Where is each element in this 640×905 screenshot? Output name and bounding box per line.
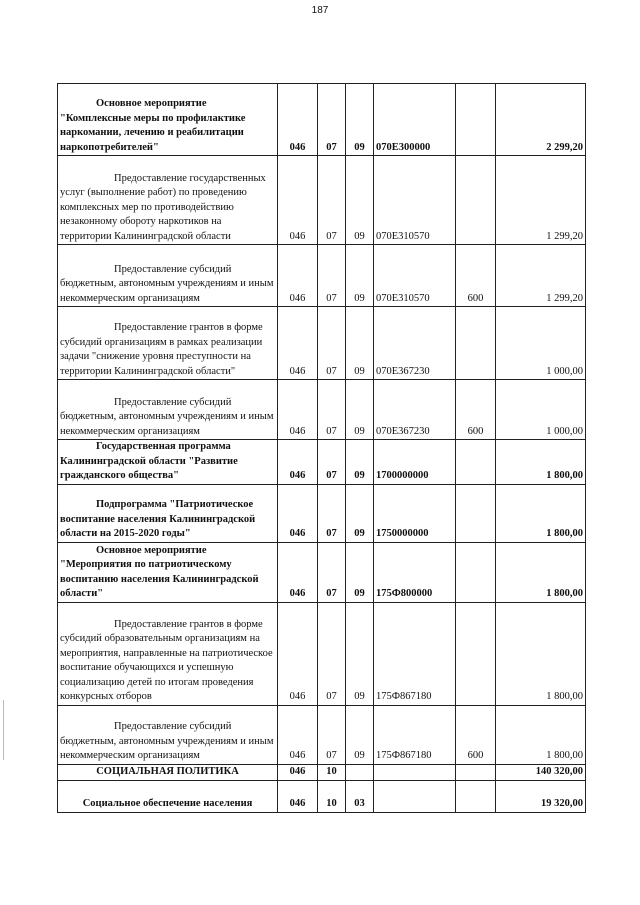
- section-code: 07: [318, 542, 346, 602]
- target-article-code: 1750000000: [374, 484, 456, 542]
- table-row: [58, 705, 586, 764]
- row-name: Подпрограмма "Патриотическое воспитание населения Калининградской области на 2015-2020 годы": [58, 484, 278, 542]
- admin-code: 046: [278, 780, 318, 812]
- admin-code: 046: [278, 484, 318, 542]
- amount: 140 320,00: [496, 764, 586, 780]
- budget-table: [57, 83, 586, 813]
- section-code: 07: [318, 705, 346, 764]
- row-name: Предоставление государственных услуг (выполнение работ) по проведению комплексных мер по противодействию незаконному обороту наркотиков на территории Калининградской области: [58, 156, 278, 245]
- amount: 1 299,20: [496, 156, 586, 245]
- admin-code: 046: [278, 542, 318, 602]
- subsection-code: 09: [346, 380, 374, 440]
- subsection-code: 09: [346, 542, 374, 602]
- scan-margin-mark: [3, 700, 4, 760]
- expense-type-code: 600: [456, 705, 496, 764]
- target-article-code: [374, 780, 456, 812]
- subsection-code: 09: [346, 307, 374, 380]
- subsection-code: 03: [346, 780, 374, 812]
- target-article-code: 070Е300000: [374, 84, 456, 156]
- expense-type-code: [456, 780, 496, 812]
- subsection-code: 09: [346, 602, 374, 705]
- expense-type-code: 600: [456, 380, 496, 440]
- expense-type-code: [456, 484, 496, 542]
- subsection-code: 09: [346, 245, 374, 307]
- section-code: 07: [318, 84, 346, 156]
- amount: 1 800,00: [496, 705, 586, 764]
- row-name: Основное мероприятие "Комплексные меры по профилактике наркомании, лечению и реабилитации наркопотребителей": [58, 84, 278, 156]
- row-name: СОЦИАЛЬНАЯ ПОЛИТИКА: [58, 764, 278, 780]
- table-row: [58, 84, 586, 156]
- admin-code: 046: [278, 156, 318, 245]
- admin-code: 046: [278, 245, 318, 307]
- amount: 1 800,00: [496, 440, 586, 485]
- subsection-code: 09: [346, 84, 374, 156]
- amount: 2 299,20: [496, 84, 586, 156]
- table-row: [58, 440, 586, 485]
- section-code: 07: [318, 245, 346, 307]
- amount: 1 800,00: [496, 542, 586, 602]
- row-name: Предоставление субсидий бюджетным, автономным учреждениям и иным некоммерческим организациям: [58, 380, 278, 440]
- amount: 1 000,00: [496, 307, 586, 380]
- table-row: [58, 245, 586, 307]
- page-number: 187: [311, 5, 329, 16]
- target-article-code: 1700000000: [374, 440, 456, 485]
- admin-code: 046: [278, 602, 318, 705]
- amount: 1 299,20: [496, 245, 586, 307]
- target-article-code: 175Ф867180: [374, 705, 456, 764]
- subsection-code: 09: [346, 705, 374, 764]
- admin-code: 046: [278, 307, 318, 380]
- row-name: Социальное обеспечение населения: [58, 780, 278, 812]
- expense-type-code: [456, 602, 496, 705]
- table-row: [58, 156, 586, 245]
- section-code: 10: [318, 780, 346, 812]
- amount: 19 320,00: [496, 780, 586, 812]
- admin-code: 046: [278, 764, 318, 780]
- section-code: 07: [318, 156, 346, 245]
- table-row: [58, 542, 586, 602]
- section-code: 07: [318, 484, 346, 542]
- section-code: 07: [318, 602, 346, 705]
- table-row: [58, 764, 586, 780]
- amount: 1 800,00: [496, 602, 586, 705]
- subsection-code: 09: [346, 440, 374, 485]
- table-row: [58, 484, 586, 542]
- subsection-code: 09: [346, 156, 374, 245]
- admin-code: 046: [278, 705, 318, 764]
- table-row: [58, 307, 586, 380]
- expense-type-code: [456, 307, 496, 380]
- subsection-code: 09: [346, 484, 374, 542]
- target-article-code: 175Ф800000: [374, 542, 456, 602]
- row-name: Государственная программа Калининградской области "Развитие гражданского общества": [58, 440, 278, 485]
- section-code: 07: [318, 380, 346, 440]
- target-article-code: 070Е367230: [374, 307, 456, 380]
- target-article-code: [374, 764, 456, 780]
- section-code: 07: [318, 440, 346, 485]
- amount: 1 000,00: [496, 380, 586, 440]
- admin-code: 046: [278, 84, 318, 156]
- admin-code: 046: [278, 440, 318, 485]
- table-row: [58, 602, 586, 705]
- expense-type-code: [456, 84, 496, 156]
- expense-type-code: 600: [456, 245, 496, 307]
- row-name: Предоставление грантов в форме субсидий организациям в рамках реализации задачи "снижение уровня преступности на территории Калининградской области": [58, 307, 278, 380]
- row-name: Основное мероприятие "Мероприятия по патриотическому воспитанию населения Калининградской области": [58, 542, 278, 602]
- row-name: Предоставление субсидий бюджетным, автономным учреждениям и иным некоммерческим организациям: [58, 245, 278, 307]
- expense-type-code: [456, 156, 496, 245]
- admin-code: 046: [278, 380, 318, 440]
- row-name: Предоставление грантов в форме субсидий образовательным организациям на мероприятия, направленные на патриотическое воспитание обучающихся и успешную социализацию детей по итогам проведения конкурсных отборов: [58, 602, 278, 705]
- target-article-code: 070Е367230: [374, 380, 456, 440]
- amount: 1 800,00: [496, 484, 586, 542]
- section-code: 07: [318, 307, 346, 380]
- target-article-code: 175Ф867180: [374, 602, 456, 705]
- row-name: Предоставление субсидий бюджетным, автономным учреждениям и иным некоммерческим организациям: [58, 705, 278, 764]
- target-article-code: 070Е310570: [374, 245, 456, 307]
- expense-type-code: [456, 764, 496, 780]
- target-article-code: 070Е310570: [374, 156, 456, 245]
- expense-type-code: [456, 542, 496, 602]
- table-row: [58, 380, 586, 440]
- table-row: [58, 780, 586, 812]
- subsection-code: [346, 764, 374, 780]
- section-code: 10: [318, 764, 346, 780]
- expense-type-code: [456, 440, 496, 485]
